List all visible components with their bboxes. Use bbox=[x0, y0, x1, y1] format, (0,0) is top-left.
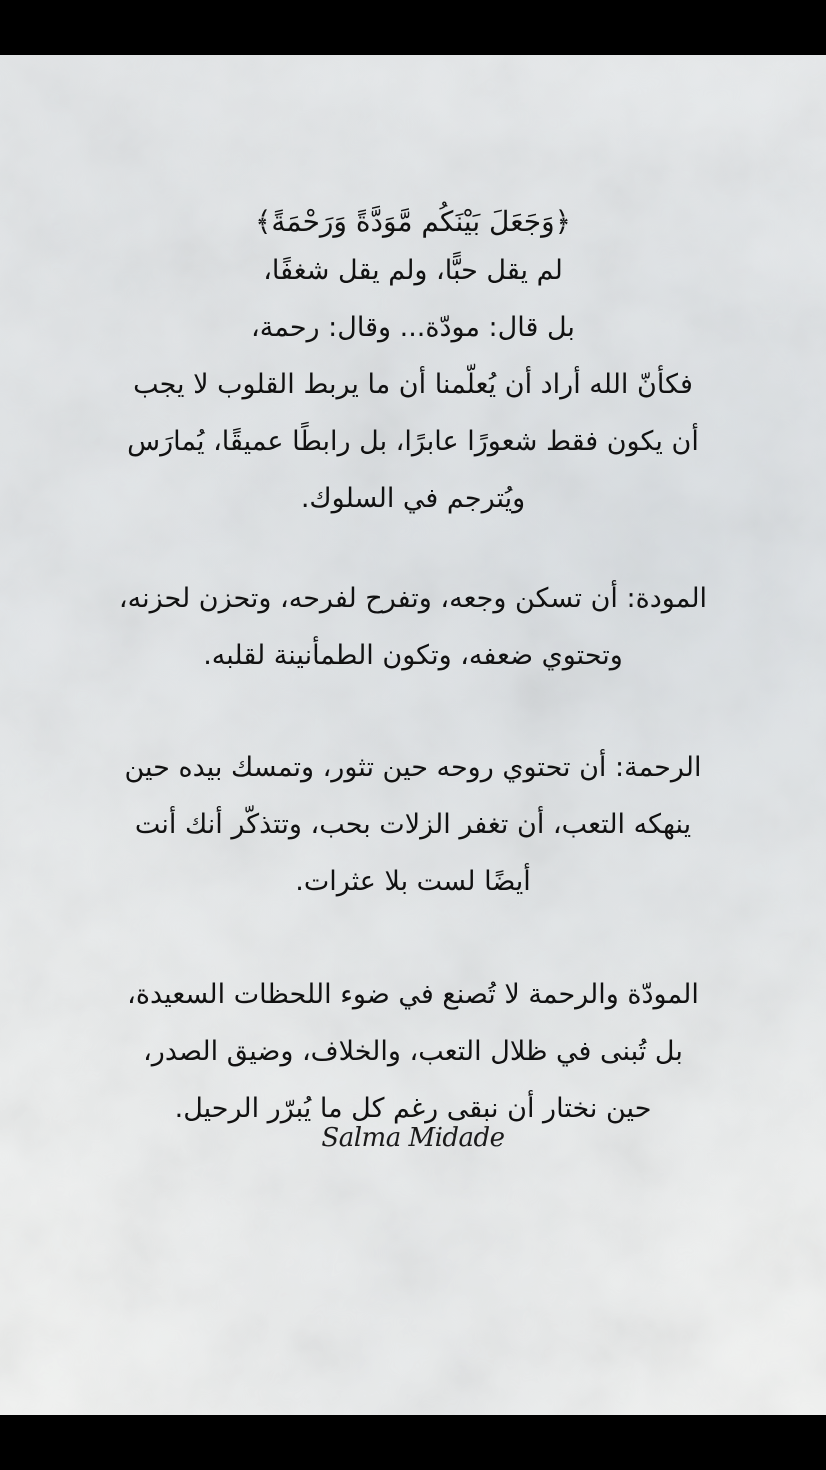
mawadda-paragraph bbox=[60, 570, 766, 684]
text-line: بل قال: مودّة... وقال: رحمة، bbox=[251, 312, 575, 343]
rahma-paragraph bbox=[60, 739, 766, 910]
text-line: ينهكه التعب، أن تغفر الزلات بحب، وتتذكّر أنك أنت bbox=[134, 809, 692, 840]
text-line: المودة: أن تسكن وجعه، وتفرح لفرحه، وتحزن لحزنه، bbox=[118, 583, 708, 614]
text-line: ويُترجم في السلوك. bbox=[300, 483, 526, 514]
text-line: الرحمة: أن تحتوي روحه حين تثور، وتمسك بيده حين bbox=[124, 752, 702, 783]
text-line: أن يكون فقط شعورًا عابرًا، بل رابطًا عميقًا، يُمارَس bbox=[127, 426, 699, 457]
text-line: وتحتوي ضعفه، وتكون الطمأنينة لقلبه. bbox=[203, 640, 623, 671]
paper-background bbox=[0, 55, 826, 1415]
closing-paragraph bbox=[60, 966, 766, 1137]
intro-paragraph bbox=[60, 242, 766, 527]
text-line: المودّة والرحمة لا تُصنع في ضوء اللحظات السعيدة، bbox=[127, 979, 699, 1010]
text-line: فكأنّ الله أراد أن يُعلّمنا أن ما يربط القلوب لا يجب bbox=[133, 369, 693, 400]
text-line: أيضًا لست بلا عثرات. bbox=[295, 866, 531, 897]
verse-line: ﴿وَجَعَلَ بَيْنَكُم مَّوَدَّةً وَرَحْمَةً﴾ bbox=[255, 205, 571, 238]
text-line: لم يقل حبًّا، ولم يقل شغفًا، bbox=[263, 255, 563, 286]
text-line: حين نختار أن نبقى رغم كل ما يُبرّر الرحيل. bbox=[174, 1093, 652, 1124]
author-signature: Salma Midade bbox=[321, 1123, 505, 1153]
text-line: بل تُبنى في ظلال التعب، والخلاف، وضيق الصدر، bbox=[143, 1036, 683, 1067]
